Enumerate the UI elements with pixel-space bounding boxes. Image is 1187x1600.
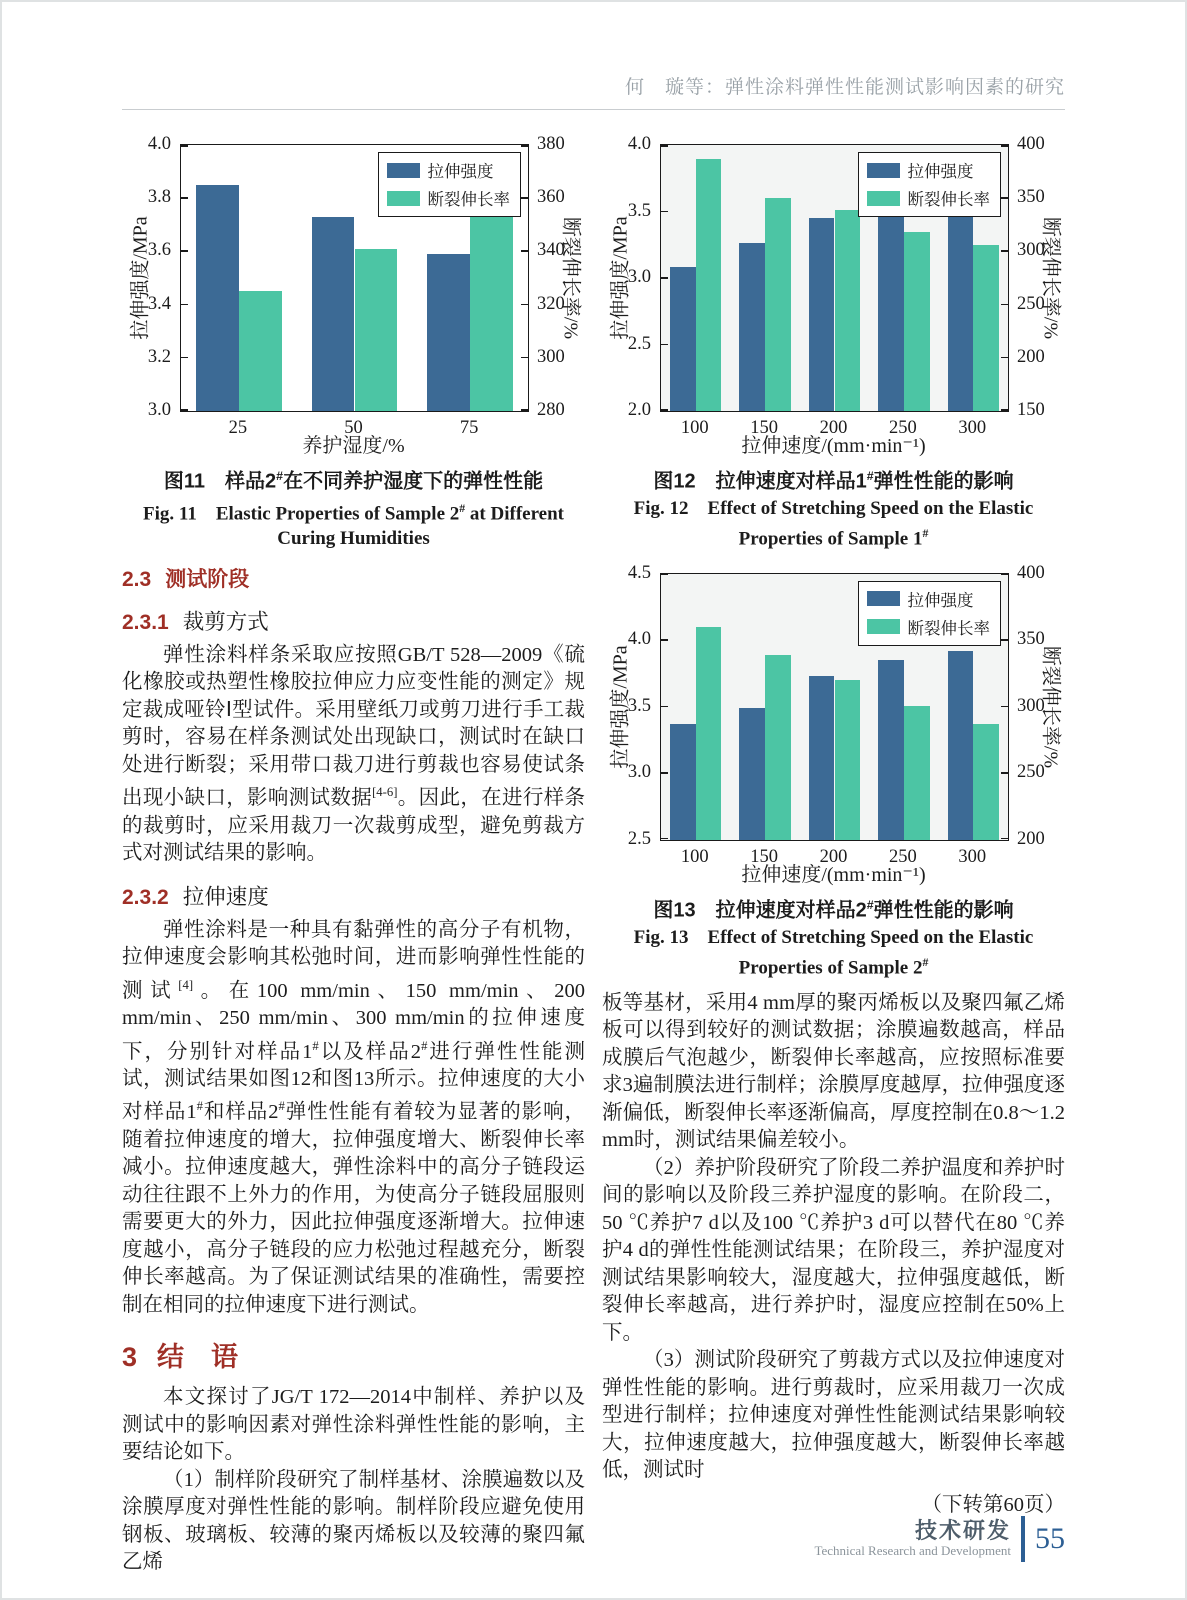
tick-mark <box>661 706 668 708</box>
tick-mark <box>1001 357 1008 359</box>
bar-tensile-strength <box>809 676 835 840</box>
y-axis-label-left: 拉伸强度/MPa <box>129 216 152 340</box>
right-axis-tick-label: 400 <box>1017 134 1045 154</box>
footer-section-name <box>814 1519 1011 1559</box>
figure-caption-en: Fig. 11 Elastic Properties of Sample 2# at Different <box>142 501 565 524</box>
figure-caption-en: Curing Humidities <box>277 527 430 549</box>
bar-tensile-strength <box>670 267 696 411</box>
chart-legend <box>378 152 522 217</box>
x-axis-category-label: 300 <box>958 846 987 867</box>
bar-tensile-strength <box>739 708 765 840</box>
bar-tensile-strength <box>312 217 355 411</box>
left-axis-tick-label: 4.0 <box>627 134 651 154</box>
y-axis-label-right: 断裂伸长率/% <box>559 216 582 340</box>
tick-mark <box>521 197 528 199</box>
right-axis-tick-label: 340 <box>537 240 565 261</box>
footer-title-en: Technical Research and Development <box>814 1543 1011 1558</box>
legend-entry <box>867 158 991 182</box>
figure-caption-cn: 图13 拉伸速度对样品2#弹性性能的影响 <box>653 897 1014 922</box>
left-axis-tick-label: 3.8 <box>147 187 171 208</box>
left-axis-tick-label: 3.2 <box>147 346 171 367</box>
bar-elongation <box>765 655 791 840</box>
section-number: 3 <box>122 1342 138 1373</box>
tick-mark <box>521 145 528 147</box>
bar-elongation <box>470 214 513 411</box>
x-axis-category-label: 250 <box>889 418 917 438</box>
tick-mark <box>521 304 528 306</box>
left-axis-tick-label: 2.5 <box>627 333 651 354</box>
footer-title-cn: 技术研发 <box>914 1518 1011 1543</box>
right-axis-tick-label: 350 <box>1017 187 1045 208</box>
x-axis-category-label: 50 <box>344 418 363 438</box>
tick-mark <box>1001 838 1008 840</box>
plot-area <box>660 144 1009 412</box>
y-axis-label-right: 断裂伸长率/% <box>1039 645 1062 769</box>
legend-label: 拉伸强度 <box>427 162 494 181</box>
legend-swatch <box>387 163 420 178</box>
legend-label: 断裂伸长率 <box>907 190 990 209</box>
tick-mark <box>661 639 668 641</box>
bar-tensile-strength <box>878 209 904 411</box>
tick-mark <box>661 211 668 213</box>
section-heading-2-3-2 <box>122 880 585 911</box>
tick-mark <box>1001 772 1008 774</box>
section-heading-2-3-1 <box>122 605 585 636</box>
right-axis-tick-label: 250 <box>1017 293 1045 314</box>
legend-entry <box>867 186 991 210</box>
figure-caption-en: Properties of Sample 1# <box>738 526 929 549</box>
section-heading-3 <box>122 1335 585 1374</box>
footer-divider-bar <box>1021 1516 1025 1562</box>
section-title: 拉伸速度 <box>182 884 269 909</box>
left-axis-tick-label: 4.0 <box>627 629 651 650</box>
legend-swatch <box>387 191 420 206</box>
y-axis-label-left: 拉伸强度/MPa <box>609 216 632 340</box>
x-axis-category-label: 25 <box>228 418 248 438</box>
running-header: 何 璇等：弹性涂料弹性性能测试影响因素的研究 <box>122 72 1065 110</box>
paragraph-conclusion-1: （1）制样阶段研究了制样基材、涂膜遍数以及涂膜厚度对弹性性能的影响。制样阶段应避免使用钢板、玻璃板、较薄的聚丙烯板以及较薄的聚四氟乙烯 <box>122 1468 585 1574</box>
right-axis-tick-label: 250 <box>1017 762 1045 783</box>
section-number: 2.3.2 <box>122 885 169 909</box>
bar-elongation <box>696 627 722 840</box>
left-axis-tick-label: 3.4 <box>147 293 171 314</box>
left-axis-tick-label: 4.5 <box>627 562 651 583</box>
legend-label: 拉伸强度 <box>907 162 974 181</box>
tick-mark <box>1001 145 1008 147</box>
bar-chart-fig13 <box>602 562 1065 887</box>
paragraph-conclusion-intro: 本文探讨了JG/T 172—2014中制样、养护以及测试中的影响因素对弹性涂料弹性性能的影响，主要结论如下。 <box>122 1386 585 1464</box>
right-column <box>602 136 1065 1577</box>
bar-tensile-strength <box>739 243 765 411</box>
legend-swatch <box>867 591 900 606</box>
tick-mark <box>661 838 668 840</box>
bar-elongation <box>973 724 999 840</box>
left-axis-tick-label: 4.0 <box>147 134 171 154</box>
paragraph-cutting-method: 弹性涂料样条采取应按照GB/T 528—2009《硫化橡胶或热塑性橡胶拉伸应力应变性能的测定》规定裁成哑铃Ⅰ型试件。采用壁纸刀或剪刀进行手工裁剪时，容易在样条测试处出现缺口，测试时在缺口处进行断裂；采用带口裁刀进行剪裁也容易使试条出现小缺口，影响测试数据[4-6]。因此，在进行样条的裁剪时，应采用裁刀一次裁剪成型，避免剪裁方式对测试结果的影响。 <box>122 643 586 865</box>
tick-mark <box>661 145 668 147</box>
bar-tensile-strength <box>809 218 835 411</box>
section-title: 测试阶段 <box>165 567 250 591</box>
section-title: 裁剪方式 <box>182 609 269 634</box>
tick-mark <box>661 277 668 279</box>
figure-11 <box>122 136 585 551</box>
right-axis-tick-label: 380 <box>537 134 565 154</box>
figure-caption-cn: 图12 拉伸速度对样品1#弹性性能的影响 <box>653 469 1014 493</box>
bar-tensile-strength <box>196 185 239 411</box>
figure-caption-en: Properties of Sample 2# <box>738 955 929 978</box>
x-axis-category-label: 200 <box>819 846 848 867</box>
legend-swatch <box>867 191 900 206</box>
legend-label: 拉伸强度 <box>907 590 974 610</box>
bar-elongation <box>239 291 282 411</box>
x-axis-category-label: 100 <box>680 418 709 438</box>
x-axis-category-label: 150 <box>750 846 778 867</box>
page-content <box>2 2 1185 1577</box>
tick-mark <box>521 357 528 359</box>
right-axis-tick-label: 300 <box>1017 240 1045 261</box>
bar-tensile-strength <box>948 196 974 411</box>
right-axis-tick-label: 280 <box>537 400 565 420</box>
bar-tensile-strength <box>948 651 974 840</box>
legend-entry <box>387 186 511 210</box>
bar-chart-fig11 <box>122 136 585 458</box>
tick-mark <box>1001 304 1008 306</box>
plot-area <box>660 573 1009 841</box>
x-axis-category-label: 150 <box>750 418 778 438</box>
x-axis-category-label: 75 <box>459 418 479 438</box>
section-number: 2.3.1 <box>122 610 169 634</box>
continuation-note: （下转第60页） <box>921 1493 1065 1516</box>
right-axis-tick-label: 400 <box>1017 562 1045 583</box>
section-heading-2-3 <box>122 563 585 593</box>
legend-entry <box>387 158 511 182</box>
bar-tensile-strength <box>878 660 904 840</box>
tick-mark <box>1001 574 1008 576</box>
left-column <box>122 136 585 1577</box>
figure-caption-cn: 图11 样品2#在不同养护湿度下的弹性性能 <box>163 469 544 493</box>
chart-legend <box>858 152 1002 217</box>
bar-chart-fig12 <box>602 136 1065 458</box>
section-title: 结 语 <box>157 1342 239 1373</box>
right-axis-tick-label: 300 <box>537 346 565 367</box>
x-axis-category-label: 200 <box>819 418 848 438</box>
paragraph-conclusion-3: （3）测试阶段研究了剪裁方式以及拉伸速度对弹性性能的影响。进行剪裁时，应采用裁刀一次成型进行制样；拉伸速度对弹性性能测试结果影响较大，拉伸速度越大，拉伸强度越大，断裂伸长率越低，测试时 <box>602 1349 1065 1482</box>
page-footer <box>814 1516 1065 1562</box>
tick-mark <box>661 574 668 576</box>
tick-mark <box>181 409 188 411</box>
right-axis-tick-label: 200 <box>1017 828 1045 849</box>
tick-mark <box>1001 409 1008 411</box>
page-number: 55 <box>1035 1522 1065 1555</box>
right-axis-tick-label: 200 <box>1017 346 1045 367</box>
tick-mark <box>521 250 528 252</box>
tick-mark <box>1001 706 1008 708</box>
legend-entry <box>867 587 991 611</box>
legend-swatch <box>867 619 900 634</box>
bar-tensile-strength <box>427 254 470 411</box>
x-axis-label: 养护湿度/% <box>302 435 405 457</box>
x-axis-label: 拉伸速度/(mm·min⁻¹) <box>741 435 926 457</box>
right-axis-tick-label: 360 <box>537 187 565 208</box>
x-axis-category-label: 250 <box>889 846 917 867</box>
paragraph-conclusion-2: （2）养护阶段研究了阶段二养护温度和养护时间的影响以及阶段三养护湿度的影响。在阶段二，50 ℃养护7 d以及100 ℃养护3 d可以替代在80 ℃养护4 d的弹性性能测试结果；在阶段三，养护湿度对测试结果影响较大，湿度越大，拉伸强度越低，断裂伸长率越高，进行养护时，湿度应控制在50%上下。 <box>602 1156 1065 1344</box>
figure-caption-en: Fig. 13 Effect of Stretching Speed on the Elastic <box>633 926 1034 948</box>
x-axis-label: 拉伸速度/(mm·min⁻¹) <box>741 863 926 886</box>
left-axis-tick-label: 3.5 <box>627 695 651 716</box>
tick-mark <box>181 250 188 252</box>
legend-entry <box>867 615 991 639</box>
left-axis-tick-label: 3.0 <box>147 400 171 420</box>
tick-mark <box>661 409 668 411</box>
left-axis-tick-label: 3.0 <box>627 762 651 783</box>
left-axis-tick-label: 3.5 <box>627 200 651 221</box>
tick-mark <box>1001 639 1008 641</box>
two-column-layout <box>122 136 1065 1577</box>
bar-elongation <box>904 706 930 840</box>
bar-elongation <box>835 210 861 411</box>
bar-elongation <box>765 198 791 411</box>
left-axis-tick-label: 3.0 <box>627 267 651 287</box>
legend-label: 断裂伸长率 <box>907 618 990 638</box>
plot-area <box>180 144 529 412</box>
tick-mark <box>1001 250 1008 252</box>
tick-mark <box>661 344 668 346</box>
y-axis-label-left: 拉伸强度/MPa <box>609 645 632 769</box>
bar-elongation <box>973 245 999 411</box>
right-axis-tick-label: 320 <box>537 293 565 314</box>
bar-elongation <box>696 159 722 411</box>
left-axis-tick-label: 3.6 <box>147 240 171 261</box>
bar-tensile-strength <box>670 724 696 840</box>
right-axis-tick-label: 350 <box>1017 629 1045 650</box>
right-axis-tick-label: 150 <box>1017 400 1045 420</box>
tick-mark <box>1001 197 1008 199</box>
tick-mark <box>181 145 188 147</box>
left-axis-tick-label: 2.0 <box>627 400 651 420</box>
legend-label: 断裂伸长率 <box>427 190 510 209</box>
figure-caption-en: Fig. 12 Effect of Stretching Speed on the Elastic <box>633 497 1034 519</box>
paragraph-stretching-speed: 弹性涂料是一种具有黏弹性的高分子有机物，拉伸速度会影响其松弛时间，进而影响弹性性能的测试[4]。在100 mm/min、150 mm/min、200 mm/min、250 mm/min、300 mm/min的拉伸速度下，分别针对样品1#以及样品2#进行弹性性能测试，测试结果如图12和图13所示。拉伸速度的大小对样品1#和样品2#弹性性能有着较为显著的影响，随着拉伸速度的增大，拉伸强度增大、断裂伸长率减小。拉伸速度越大，弹性涂料中的高分子链段运动往往跟不上外力的作用，为使高分子链段屈服则需要更大的外力，因此拉伸强度逐渐增大。拉伸速度越小，高分子链段的应力松弛过程越充分，断裂伸长率越高。为了保证测试结果的准确性，需要控制在相同的拉伸速度下进行测试。 <box>122 918 586 1316</box>
figure-12 <box>602 136 1065 551</box>
figure-13 <box>602 562 1065 980</box>
bar-elongation <box>904 232 930 411</box>
x-axis-category-label: 100 <box>680 846 709 867</box>
tick-mark <box>661 772 668 774</box>
legend-swatch <box>867 163 900 178</box>
tick-mark <box>181 357 188 359</box>
y-axis-label-right: 断裂伸长率/% <box>1039 216 1062 340</box>
section-number: 2.3 <box>122 567 152 591</box>
left-axis-tick-label: 2.5 <box>627 828 651 849</box>
bar-elongation <box>355 249 398 411</box>
bar-elongation <box>835 680 861 840</box>
right-axis-tick-label: 300 <box>1017 695 1045 716</box>
paragraph-conclusion-1-continued: 板等基材，采用4 mm厚的聚丙烯板以及聚四氟乙烯板可以得到较好的测试数据；涂膜遍数越高，样品成膜后气泡越少，断裂伸长率越高，应按照标准要求3遍制膜法进行制样；涂膜厚度越厚，拉伸强度逐渐偏低，断裂伸长率逐渐偏高，厚度控制在0.8～1.2 mm时，测试结果偏差较小。 <box>602 991 1065 1152</box>
tick-mark <box>181 304 188 306</box>
x-axis-category-label: 300 <box>958 418 987 438</box>
chart-legend <box>858 581 1002 646</box>
tick-mark <box>521 409 528 411</box>
tick-mark <box>181 197 188 199</box>
